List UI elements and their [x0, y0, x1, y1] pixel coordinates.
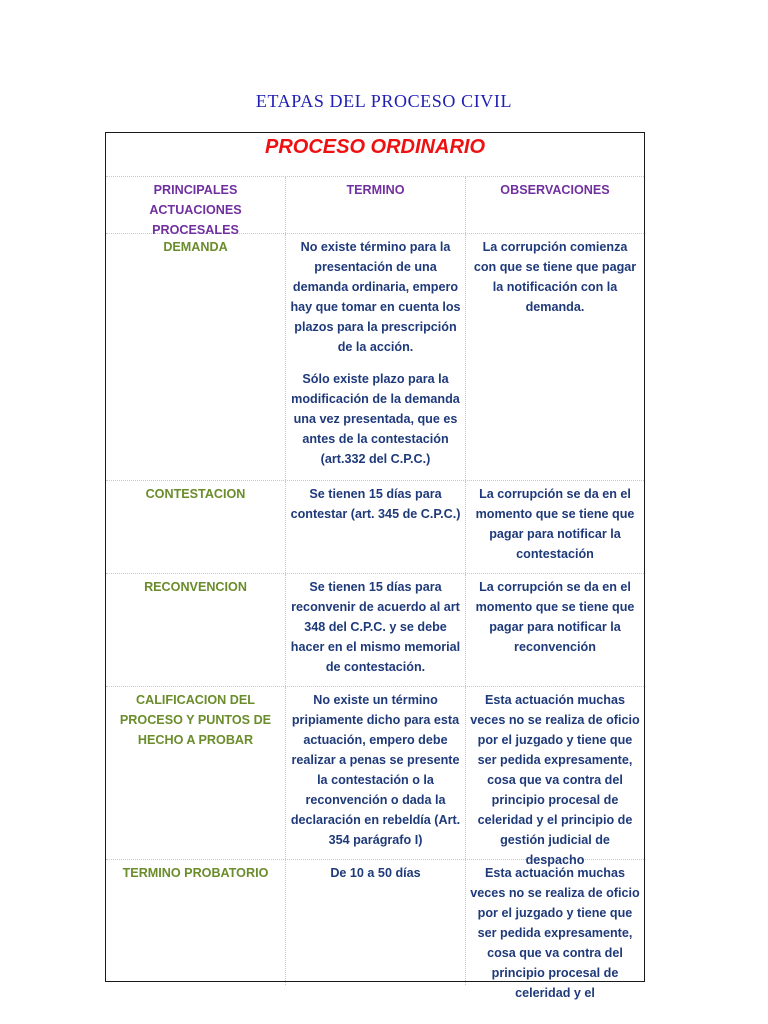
observaciones-cell: Esta actuación muchas veces no se realiza de oficio por el juzgado y tiene que ser pedida expresamente, cosa que va contra del principio procesal de celeridad y el	[470, 866, 640, 1000]
table-heading: PROCESO ORDINARIO	[106, 133, 644, 177]
table-row-reconvencion	[106, 574, 644, 687]
actuacion-cell: RECONVENCION	[106, 574, 286, 686]
termino-cell: Se tienen 15 días para reconvenir de acuerdo al art 348 del C.P.C. y se debe hacer en el mismo memorial de contestación.	[286, 574, 466, 686]
actuacion-cell: TERMINO PROBATORIO	[106, 860, 286, 985]
termino-cell	[286, 234, 466, 480]
table-row-termino-probatorio	[106, 860, 644, 1000]
termino-cell: No existe un término pripiamente dicho para esta actuación, empero debe realizar a penas se presente la contestación o la reconvención o dada la declaración en rebeldía (Art. 354 parágrafo I)	[286, 687, 466, 859]
table-row-contestacion	[106, 481, 644, 574]
actuacion-cell: DEMANDA	[106, 234, 286, 480]
observaciones-cell: La corrupción se da en el momento que se tiene que pagar para notificar la contestación	[475, 487, 635, 561]
termino-paragraph: Sólo existe plazo para la modificación de la demanda una vez presentada, que es antes de la contestación (art.332 del C.P.C.)	[291, 372, 460, 466]
table-row-demanda	[106, 234, 644, 481]
table-row-calificacion	[106, 687, 644, 867]
column-header-termino: TERMINO	[286, 177, 466, 233]
actuacion-cell: CALIFICACION DEL PROCESO Y PUNTOS DE HECHO A PROBAR	[106, 687, 286, 859]
process-table	[105, 132, 645, 1000]
column-header-actuaciones: PRINCIPALES ACTUACIONES PROCESALES	[106, 177, 286, 233]
page-title: ETAPAS DEL PROCESO CIVIL	[255, 91, 513, 111]
observaciones-cell: Esta actuación muchas veces no se realiza de oficio por el juzgado y tiene que ser pedida expresamente, cosa que va contra del principio procesal de celeridad y el principio de gestión judicial de despacho	[470, 693, 640, 867]
termino-paragraph: No existe término para la presentación de una demanda ordinaria, empero hay que tomar en cuenta los plazos para la prescripción de la acción.	[290, 240, 461, 354]
observaciones-cell: La corrupción se da en el momento que se tiene que pagar para notificar la reconvención	[475, 580, 635, 654]
termino-cell: Se tienen 15 días para contestar (art. 345 de C.P.C.)	[286, 481, 466, 573]
column-header-observaciones: OBSERVACIONES	[500, 183, 610, 197]
observaciones-cell: La corrupción comienza con que se tiene que pagar la notificación con la demanda.	[473, 240, 637, 314]
table-header-row	[106, 177, 644, 237]
termino-cell: De 10 a 50 días	[286, 860, 466, 985]
actuacion-cell: CONTESTACION	[106, 481, 286, 573]
